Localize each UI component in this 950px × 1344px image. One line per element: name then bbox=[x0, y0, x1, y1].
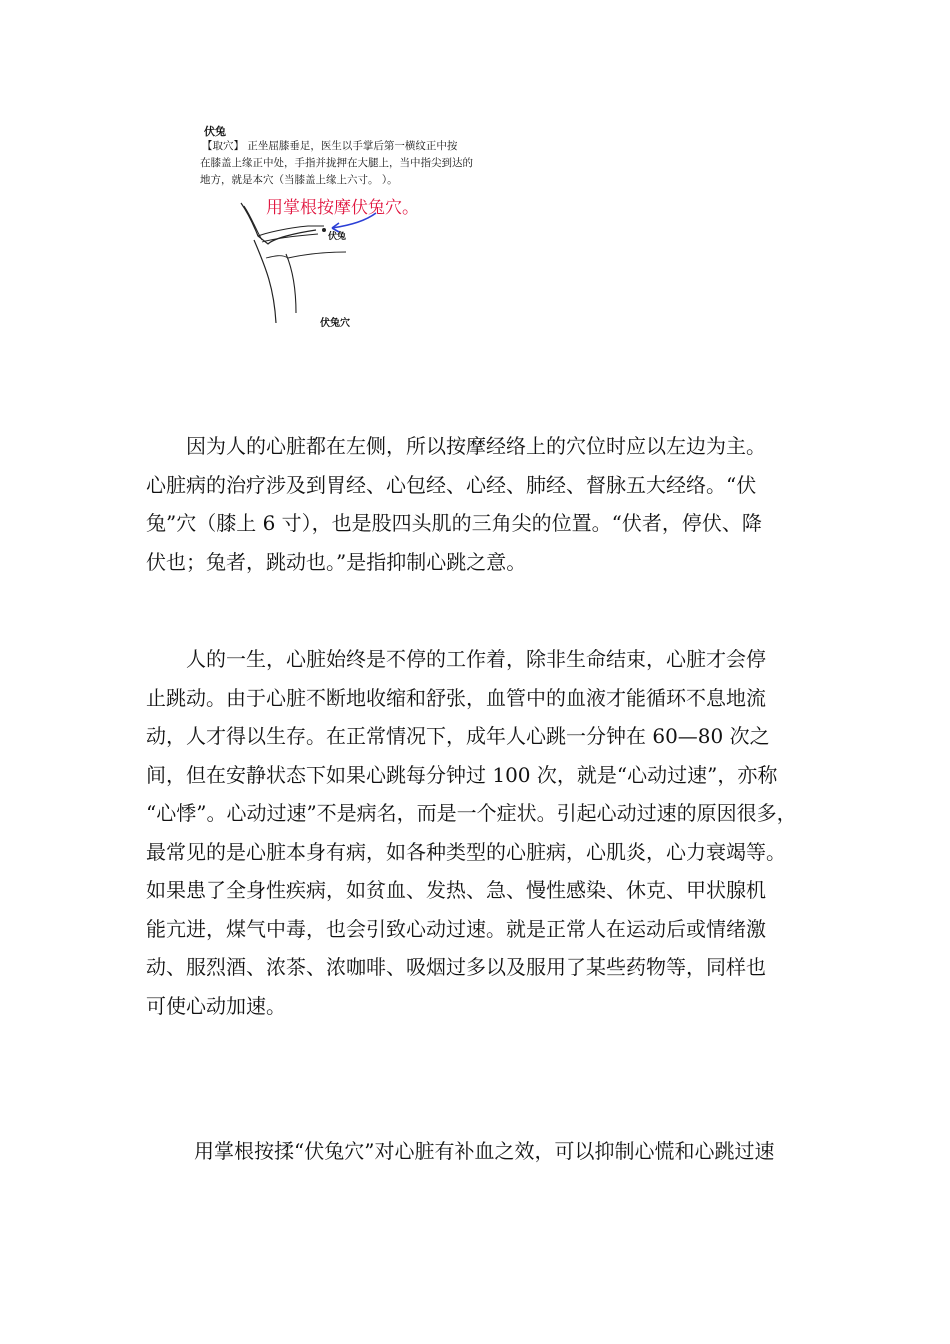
text-line: 可使心动加速。 bbox=[146, 993, 286, 1018]
acupoint-figure bbox=[196, 118, 496, 338]
leg-illustration bbox=[196, 118, 496, 338]
paragraph-3 bbox=[146, 1132, 810, 1171]
text-line: 兔”穴（膝上 6 寸），也是股四头肌的三角尖的位置。“伏者，停伏、降 bbox=[146, 511, 762, 535]
text-line: 用掌根按揉“伏兔穴”对心脏有补血之效，可以抑制心慌和心跳过速 bbox=[194, 1139, 775, 1163]
text-line: 止跳动。由于心脏不断地收缩和舒张，血管中的血液才能循环不息地流 bbox=[146, 685, 766, 710]
text-line: “心悸”。心动过速”不是病名，而是一个症状。引起心动过速的原因很多， bbox=[146, 801, 797, 825]
figure-title: 伏兔 bbox=[204, 125, 226, 138]
caption-line: 地方，就是本穴（当膝盖上缘上六寸。 ）。 bbox=[200, 174, 398, 186]
text-line: 如果患了全身性疾病，如贫血、发热、急、慢性感染、休克、甲状腺机 bbox=[146, 878, 766, 902]
paragraph-2 bbox=[146, 640, 810, 1025]
caption-line: 【取穴】 正坐屈膝垂足，医生以手掌后第一横纹正中按 bbox=[202, 140, 458, 152]
paragraph-1 bbox=[146, 427, 810, 581]
text-line: 最常见的是心脏本身有病，如各种类型的心脏病，心肌炎，心力衰竭等。 bbox=[146, 839, 786, 864]
leg-label: 伏兔 bbox=[328, 232, 347, 242]
text-line: 动、服烈酒、浓茶、浓咖啡、吸烟过多以及服用了某些药物等，同样也 bbox=[146, 955, 766, 979]
text-line: 间，但在安静状态下如果心跳每分钟过 100 次，就是“心动过速”，亦称 bbox=[146, 762, 778, 787]
text-line: 因为人的心脏都在左侧，所以按摩经络上的穴位时应以左边为主。 bbox=[186, 434, 766, 458]
annotation-text: 用掌根按摩伏兔穴。 bbox=[266, 198, 419, 218]
text-line: 心脏病的治疗涉及到胃经、心包经、心经、肺经、督脉五大经络。“伏 bbox=[146, 472, 757, 497]
figure-bottom-label: 伏兔穴 bbox=[320, 318, 350, 329]
text-line: 伏也；兔者，跳动也。”是指抑制心跳之意。 bbox=[146, 549, 527, 574]
text-line: 人的一生，心脏始终是不停的工作着，除非生命结束，心脏才会停 bbox=[186, 647, 766, 671]
text-line: 动，人才得以生存。在正常情况下，成年人心跳一分钟在 60—80 次之 bbox=[146, 724, 770, 748]
text-line: 能亢进，煤气中毒，也会引致心动过速。就是正常人在运动后或情绪激 bbox=[146, 916, 766, 941]
caption-line: 在膝盖上缘正中处，手指并拢押在大腿上，当中指尖到达的 bbox=[200, 157, 473, 169]
